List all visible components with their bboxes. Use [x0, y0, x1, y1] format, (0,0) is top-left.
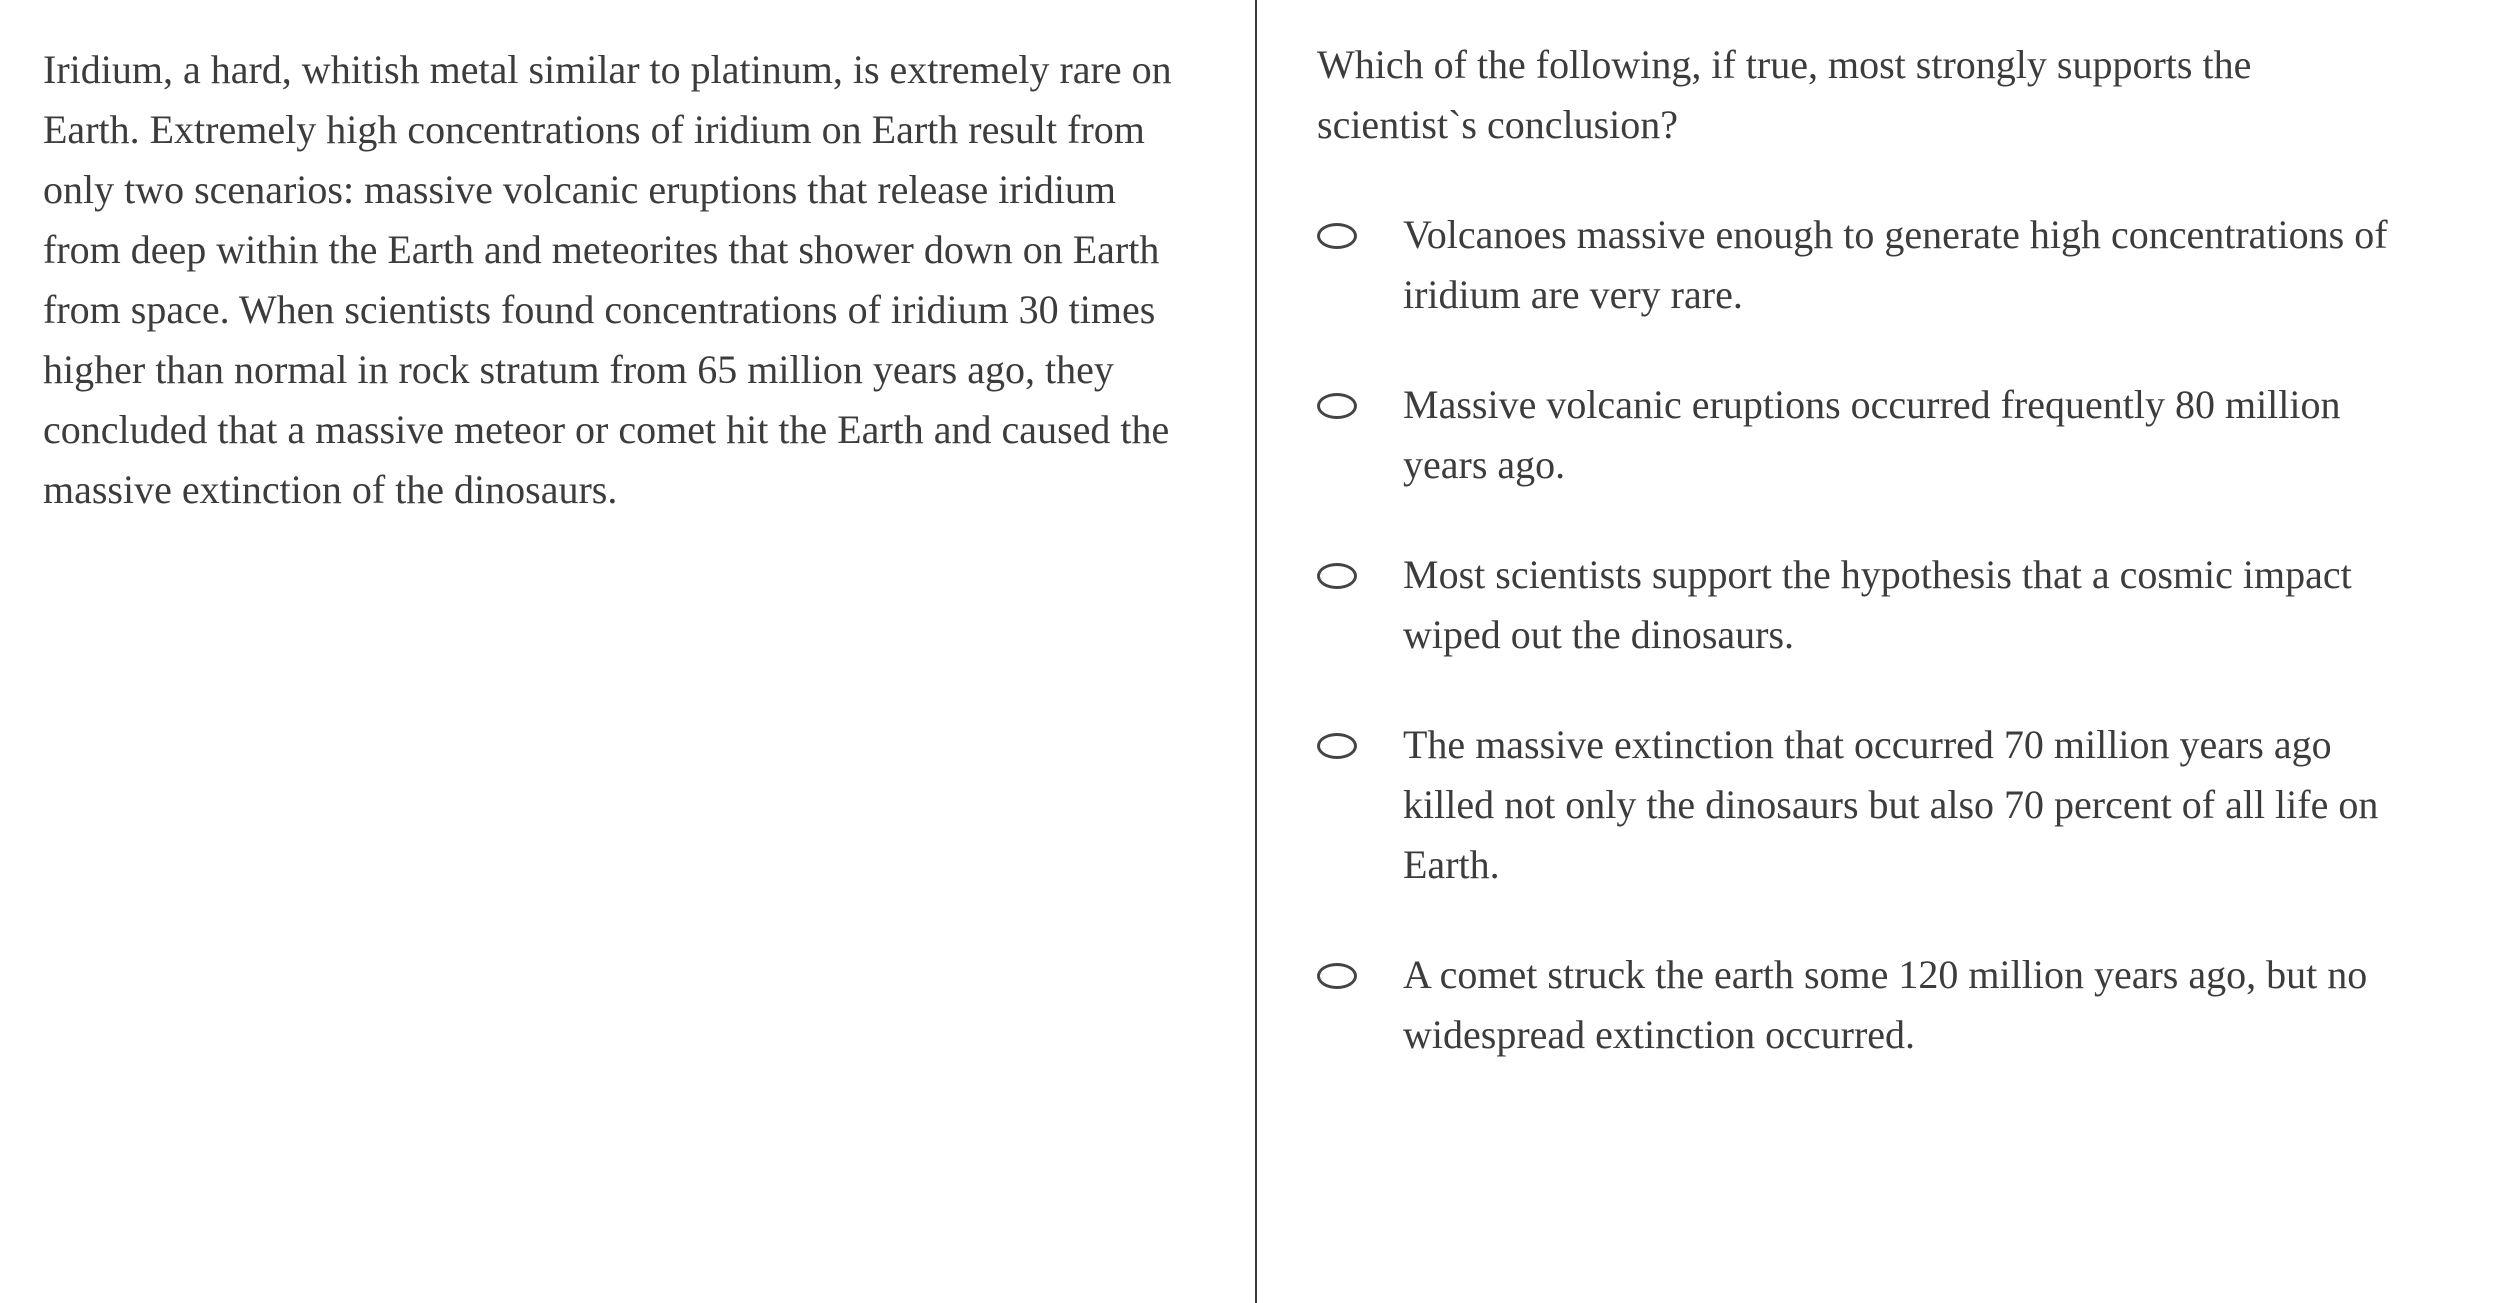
answer-choice-label: A comet struck the earth some 120 million years ago, but no widespread extinction occurred. [1403, 952, 2368, 1057]
answer-choice-d[interactable] [1317, 715, 2513, 895]
answer-choices [1317, 205, 2513, 1065]
answer-choice-e[interactable] [1317, 945, 2513, 1065]
answer-choice-c[interactable] [1317, 545, 2513, 665]
question-stem: Which of the following, if true, most strongly supports the scientist`s conclusion? [1317, 42, 2252, 147]
radio-button-icon[interactable] [1317, 963, 1357, 989]
question-pane [1257, 0, 2513, 1303]
radio-button-icon[interactable] [1317, 733, 1357, 759]
answer-choice-label: Massive volcanic eruptions occurred frequently 80 million years ago. [1403, 382, 2341, 487]
radio-button-icon[interactable] [1317, 393, 1357, 419]
answer-choice-a[interactable] [1317, 205, 2513, 325]
answer-choice-label: Most scientists support the hypothesis that a cosmic impact wiped out the dinosaurs. [1403, 552, 2352, 657]
passage-text: Iridium, a hard, whitish metal similar to platinum, is extremely rare on Earth. Extremely high concentrations of iridium on Earth result from only two scenarios: massive volcanic eruptions that release iridium from deep within the Earth and meteorites that shower down on Earth from space. When scientists found concentrations of iridium 30 times higher than normal in rock stratum from 65 million years ago, they concluded that a massive meteor or comet hit the Earth and caused the massive extinction of the dinosaurs. [43, 47, 1172, 512]
answer-choice-b[interactable] [1317, 375, 2513, 495]
answer-choice-label: Volcanoes massive enough to generate high concentrations of iridium are very rare. [1403, 212, 2388, 317]
answer-choice-label: The massive extinction that occurred 70 million years ago killed not only the dinosaurs but also 70 percent of all life on Earth. [1403, 722, 2379, 887]
passage-pane [0, 0, 1255, 1303]
radio-button-icon[interactable] [1317, 563, 1357, 589]
radio-button-icon[interactable] [1317, 223, 1357, 249]
